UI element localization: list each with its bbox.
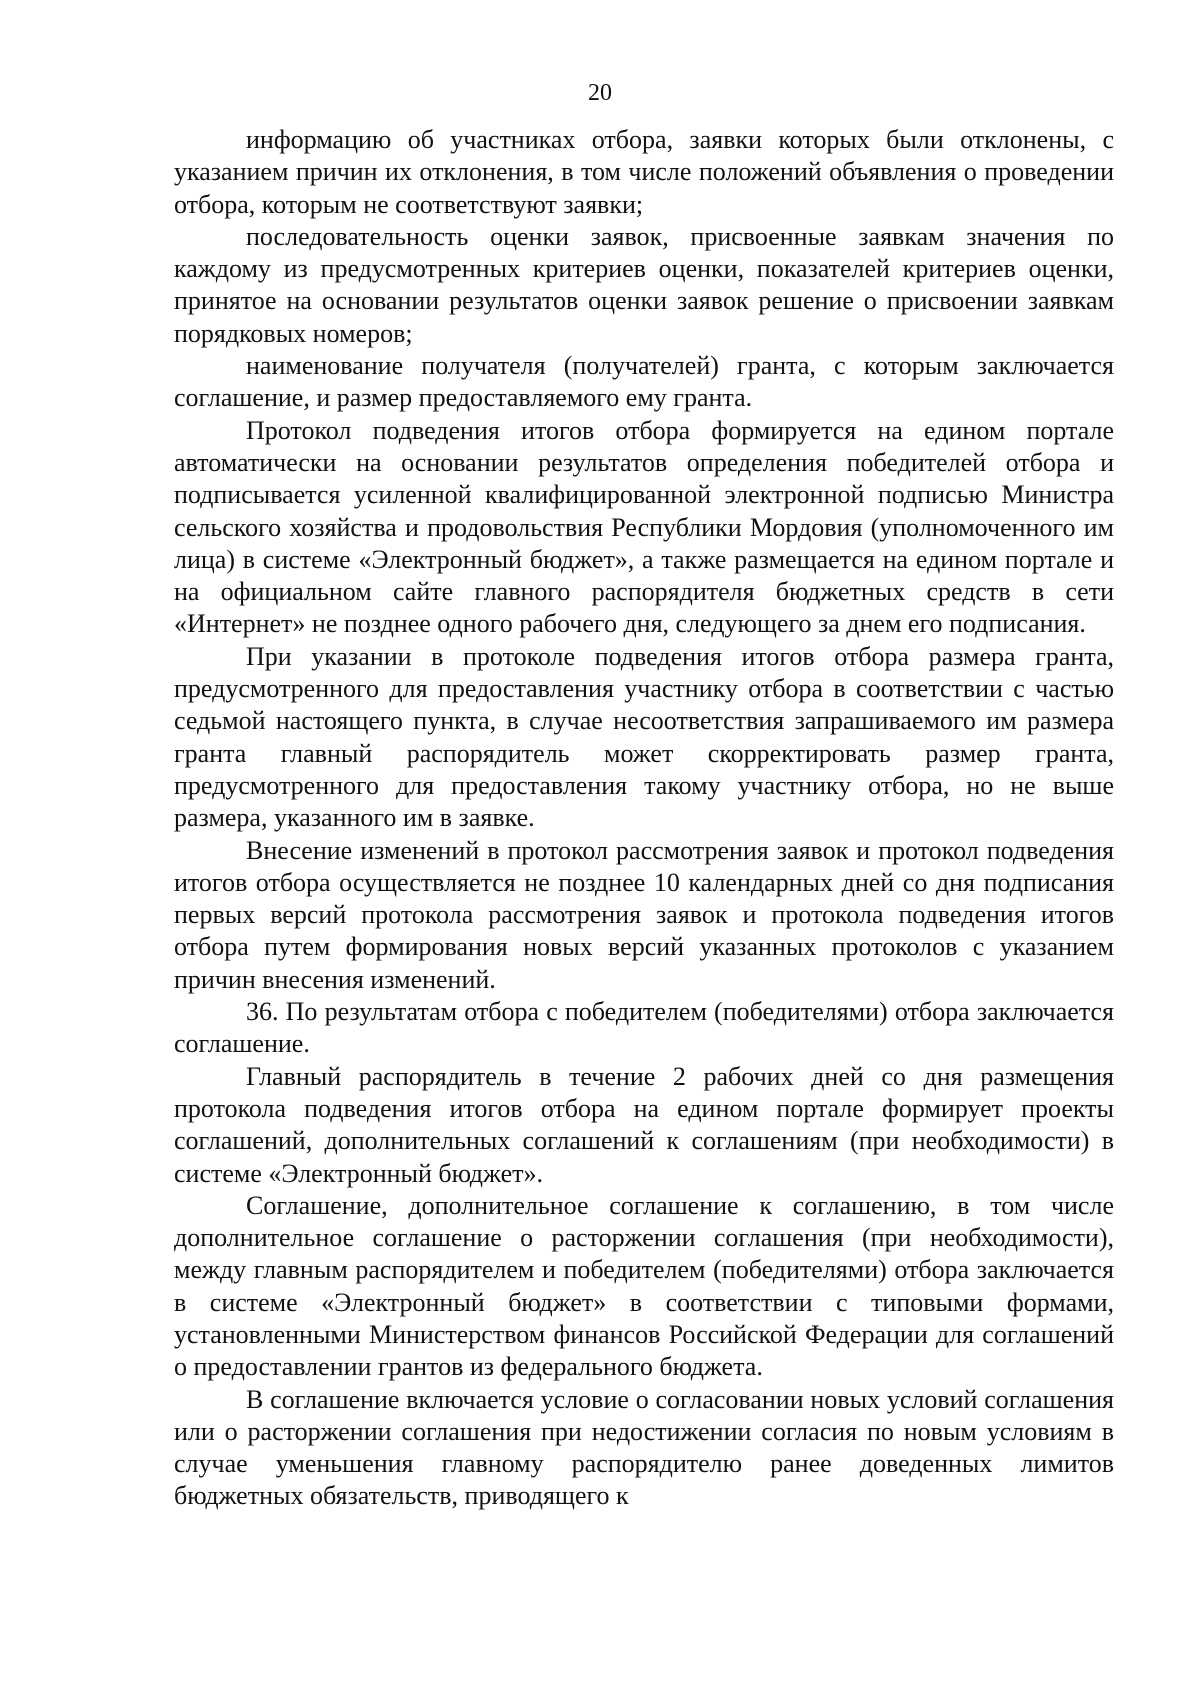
paragraph-agreement-forms: Соглашение, дополнительное соглашение к соглашению, в том числе дополнительное соглашение о расторжении соглашения (при необходимости), между главным распорядителем и победителем (победителями) отбора заключается в системе «Электронный бюджет» в соответствии с типовыми формами, установленными Министерством финансов Российской Федерации для соглашений о предоставлении грантов из федерального бюджета. bbox=[174, 1190, 1114, 1382]
paragraph-grant-size-adjustment: При указании в протоколе подведения итогов отбора размера гранта, предусмотренного для предоставления участнику отбора в соответствии с частью седьмой настоящего пункта, в случае несоответствия запрашиваемого им размера гранта главный распорядитель может скорректировать размер гранта, предусмотренного для предоставления такому участнику отбора, но не выше размера, указанного им в заявке. bbox=[174, 641, 1114, 833]
paragraph-rejected-participants: информацию об участниках отбора, заявки которых были отклонены, с указанием причин их отклонения, в том числе положений объявления о проведении отбора, которым не соответствуют заявки; bbox=[174, 125, 1114, 219]
paragraph-protocol-changes: Внесение изменений в протокол рассмотрения заявок и протокол подведения итогов отбора осуществляется не позднее 10 календарных дней со дня подписания первых версий протокола рассмотрения заявок и протокола подведения итогов отбора путем формирования новых версий указанных протоколов с указанием причин внесения изменений. bbox=[174, 835, 1114, 994]
paragraph-draft-agreements: Главный распорядитель в течение 2 рабочих дней со дня размещения протокола подведения итогов отбора на едином портале формирует проекты соглашений, дополнительных соглашений к соглашениям (при необходимости) в системе «Электронный бюджет». bbox=[174, 1061, 1114, 1188]
paragraph-evaluation-sequence: последовательность оценки заявок, присвоенные заявкам значения по каждому из предусмотренных критериев оценки, показателей критериев оценки, принятое на основании результатов оценки заявок решение о присвоении заявкам порядковых номеров; bbox=[174, 221, 1114, 348]
paragraph-grant-recipient: наименование получателя (получателей) гранта, с которым заключается соглашение, и размер предоставляемого ему гранта. bbox=[174, 351, 1114, 413]
paragraph-item-36: 36. По результатам отбора с победителем (победителями) отбора заключается соглашение. bbox=[174, 997, 1114, 1059]
document-body bbox=[174, 124, 1114, 1513]
page-number: 20 bbox=[588, 80, 612, 106]
paragraph-results-protocol: Протокол подведения итогов отбора формируется на едином портале автоматически на основании результатов определения победителей отбора и подписывается усиленной квалифицированной электронной подписью Министра сельского хозяйства и продовольствия Республики Мордовия (уполномоченного им лица) в системе «Электронный бюджет», а также размещается на едином портале и на официальном сайте главного распорядителя бюджетных средств в сети «Интернет» не позднее одного рабочего дня, следующего за днем его подписания. bbox=[174, 415, 1114, 639]
paragraph-agreement-conditions: В соглашение включается условие о согласовании новых условий соглашения или о расторжении соглашения при недостижении согласия по новым условиям в случае уменьшения главному распорядителю ранее доведенных лимитов бюджетных обязательств, приводящего к bbox=[174, 1384, 1114, 1511]
